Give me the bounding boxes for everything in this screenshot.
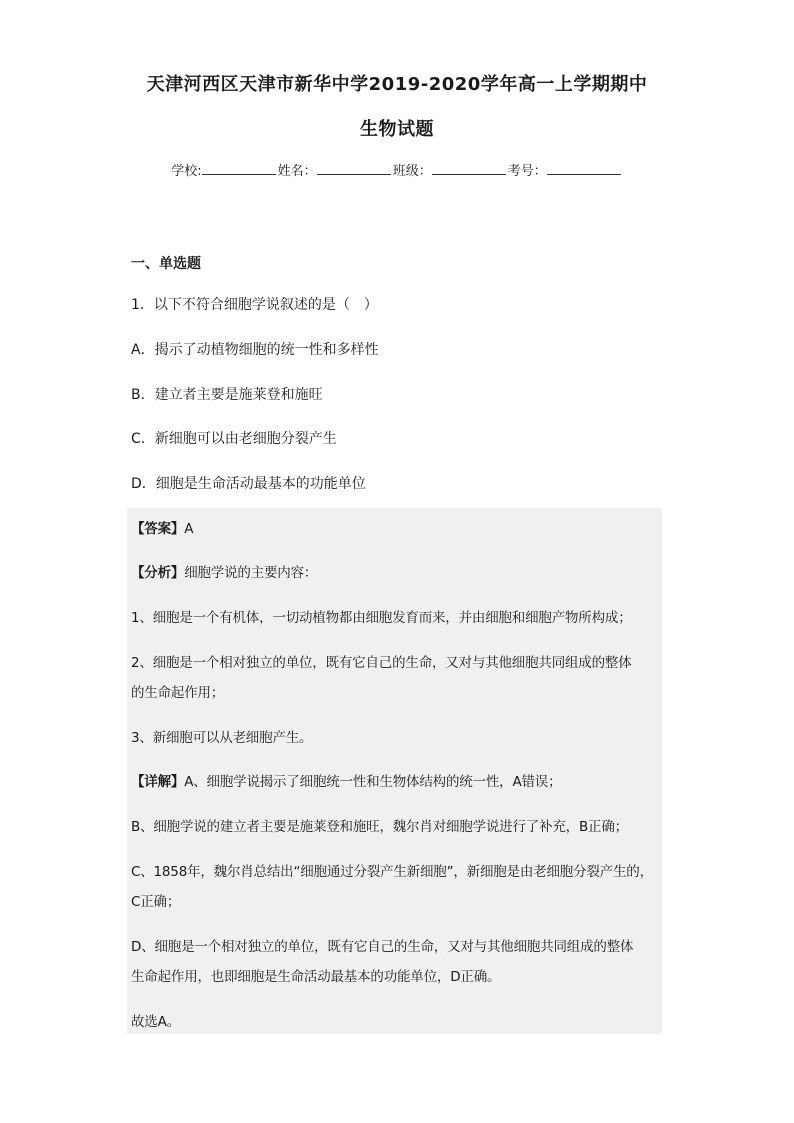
answer-explanation-box [127,508,662,1034]
option-a: A．揭示了动植物细胞的统一性和多样性 [131,342,379,358]
class-label: 班级： [392,164,432,179]
school-blank[interactable] [202,162,276,175]
exam-no-blank[interactable] [547,162,621,175]
answer-tag: 【答案】 [131,521,185,537]
analysis-point-2a: 2、细胞是一个相对独立的单位，既有它自己的生命，又对与其他细胞共同组成的整体 [131,655,632,671]
school-label: 学校: [171,164,202,179]
detail-c-2: C正确； [131,894,181,910]
detail-tag: 【详解】 [131,774,185,790]
name-blank[interactable] [317,162,391,175]
answer-line [131,517,193,537]
analysis-point-1: 1、细胞是一个有机体，一切动植物都由细胞发育而来，并由细胞和细胞产物所构成； [131,610,632,626]
option-b: B．建立者主要是施莱登和施旺 [131,387,323,403]
question-stem: 1．以下不符合细胞学说叙述的是（ ） [131,297,378,313]
detail-c-1: C、1858年，魏尔肖总结出“细胞通过分裂产生新细胞”，新细胞是由老细胞分裂产生的， [131,864,653,880]
name-label: 姓名： [277,164,317,179]
analysis-point-3: 3、新细胞可以从老细胞产生。 [131,730,313,746]
exam-no-label: 考号： [507,164,547,179]
analysis-intro: 细胞学说的主要内容： [184,565,318,581]
detail-line-a [131,770,561,790]
student-info-row [0,160,794,179]
analysis-point-2b: 的生命起作用； [131,685,225,701]
analysis-line [131,561,317,581]
detail-d-2: 生命起作用，也即细胞是生命活动最基本的功能单位，D正确。 [131,969,501,985]
detail-d-1: D、细胞是一个相对独立的单位，既有它自己的生命，又对与其他细胞共同组成的整体 [131,939,634,955]
detail-b: B、细胞学说的建立者主要是施莱登和施旺，魏尔肖对细胞学说进行了补充，B正确； [131,819,628,835]
section-heading: 一、单选题 [131,256,201,272]
class-blank[interactable] [432,162,506,175]
doc-title-line1: 天津河西区天津市新华中学2019-2020学年高一上学期期中 [146,74,648,95]
detail-a: A、细胞学说揭示了细胞统一性和生物体结构的统一性，A错误； [184,774,562,790]
option-d: D．细胞是生命活动最基本的功能单位 [131,476,366,492]
analysis-tag: 【分析】 [131,565,185,581]
answer-value: A [184,521,194,537]
conclusion: 故选A。 [131,1014,180,1030]
doc-title-line2: 生物试题 [360,119,434,140]
option-c: C．新细胞可以由老细胞分裂产生 [131,431,337,447]
